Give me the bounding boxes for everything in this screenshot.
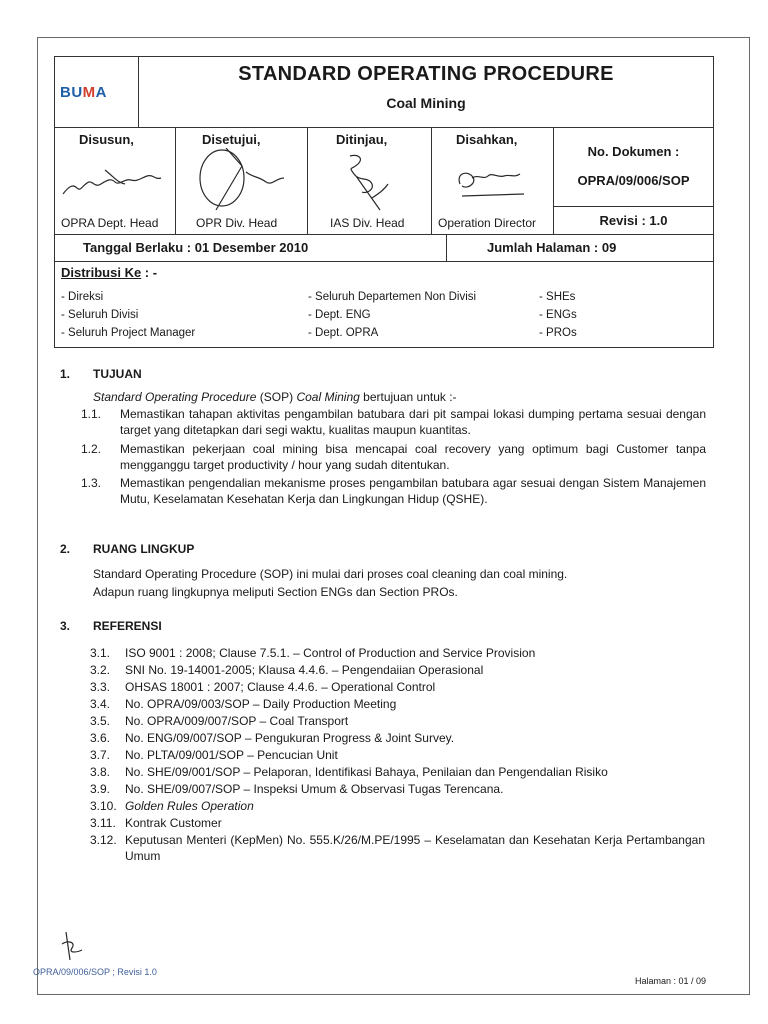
list-item: 3.10. Golden Rules Operation	[90, 799, 254, 813]
list-item: - Seluruh Project Manager	[61, 327, 196, 339]
document-title: STANDARD OPERATING PROCEDURE	[238, 63, 614, 85]
list-item: 3.4. No. OPRA/09/003/SOP – Daily Production Meeting	[90, 697, 397, 711]
list-item: - ENGs	[539, 309, 577, 321]
document-info-cell	[554, 128, 713, 234]
list-item: - Seluruh Divisi	[61, 309, 139, 321]
logo-cell	[55, 57, 139, 127]
list-item: 3.6. No. ENG/09/007/SOP – Pengukuran Progress & Joint Survey.	[90, 731, 455, 745]
title-cell	[139, 57, 713, 127]
signature-mark	[432, 148, 554, 218]
distribution-title: Distribusi Ke : -	[61, 265, 158, 280]
approval-title: Disahkan,	[456, 132, 518, 147]
approval-title: Disusun,	[79, 132, 134, 147]
section-intro: Standard Operating Procedure (SOP) Coal Mining bertujuan untuk :-	[93, 390, 457, 404]
approval-approved	[176, 128, 308, 234]
distribution-block	[55, 262, 713, 347]
document-revision: Revisi : 1.0	[599, 213, 668, 228]
signature-mark	[176, 148, 308, 218]
list-item: 3.12. Keputusan Menteri (KepMen) No. 555.K/26/M.PE/1995 – Keselamatan dan Kesehatan Kerja Pertambangan Umum	[90, 833, 705, 863]
distribution-list-3	[539, 288, 577, 342]
distribution-list-2	[308, 288, 476, 342]
approval-name: OPR Div. Head	[196, 216, 278, 230]
date-row	[55, 235, 713, 262]
approval-title: Disetujui,	[202, 132, 261, 147]
header-title-row	[55, 57, 713, 128]
approval-authorized	[432, 128, 554, 234]
list-item: 3.3. OHSAS 18001 : 2007; Clause 4.4.6. – Operational Control	[90, 680, 436, 694]
approval-name: OPRA Dept. Head	[61, 216, 159, 230]
section-heading: TUJUAN	[93, 367, 142, 381]
document-number: OPRA/09/006/SOP	[577, 173, 690, 188]
list-item: 3.8. No. SHE/09/001/SOP – Pelaporan, Identifikasi Bahaya, Penilaian dan Pengendalian Risiko	[90, 765, 608, 779]
buma-logo: BUMA	[60, 83, 108, 101]
list-item: - PROs	[539, 327, 577, 339]
section-line: Standard Operating Procedure (SOP) ini mulai dari proses coal cleaning dan coal mining.	[93, 567, 568, 581]
list-item: - SHEs	[539, 291, 576, 303]
document-number-label: No. Dokumen :	[587, 144, 680, 159]
list-item: 3.7. No. PLTA/09/001/SOP – Pencucian Unit	[90, 748, 338, 762]
section-heading: RUANG LINGKUP	[93, 542, 195, 556]
list-item: - Dept. ENG	[308, 309, 371, 321]
document-number-block	[554, 128, 713, 207]
list-item: 1.1. Memastikan tahapan aktivitas pengambilan batubara dari pit sampai lokasi dumping pertama sesuai dengan target yang ditetapkan dari segi waktu, kualitas maupun kuantitas.	[81, 407, 706, 437]
list-item: 3.11. Kontrak Customer	[90, 816, 222, 830]
footer-page-number: Halaman : 01 / 09	[634, 976, 706, 986]
list-item: - Direksi	[61, 291, 104, 303]
approval-name: IAS Div. Head	[330, 216, 405, 230]
list-item: 3.1. ISO 9001 : 2008; Clause 7.5.1. – Control of Production and Service Provision	[90, 646, 536, 660]
list-item: 3.5. No. OPRA/009/007/SOP – Coal Transport	[90, 714, 349, 728]
document-header	[54, 56, 714, 348]
approval-name: Operation Director	[438, 216, 537, 230]
section-number: 1.	[60, 367, 71, 381]
section-number: 3.	[60, 619, 71, 633]
approval-title: Ditinjau,	[336, 132, 388, 147]
reference-list	[90, 645, 705, 866]
initial-mark	[58, 930, 88, 964]
list-item: - Seluruh Departemen Non Divisi	[308, 291, 477, 303]
list-item: - Dept. OPRA	[308, 327, 379, 339]
signature-mark	[308, 148, 432, 218]
list-item: 3.2. SNI No. 19-14001-2005; Klausa 4.4.6. – Pengendaiian Operasional	[90, 663, 484, 677]
section-number: 2.	[60, 542, 71, 556]
approval-row	[55, 128, 713, 235]
list-item: 3.9. No. SHE/09/007/SOP – Inspeksi Umum & Observasi Tugas Terencana.	[90, 782, 504, 796]
approval-reviewed	[308, 128, 432, 234]
section-line: Adapun ruang lingkupnya meliputi Section ENGs dan Section PROs.	[93, 585, 458, 599]
effective-date: Tanggal Berlaku : 01 Desember 2010	[55, 235, 447, 261]
document-subtitle: Coal Mining	[386, 95, 466, 111]
section-heading: REFERENSI	[93, 619, 162, 633]
approval-prepared	[55, 128, 176, 234]
footer-doc-ref: OPRA/09/006/SOP ; Revisi 1.0	[33, 967, 157, 977]
signature-mark	[55, 148, 176, 208]
list-item: 1.2. Memastikan pekerjaan coal mining bisa mencapai coal recovery yang optimum bagi Customer tanpa mengganggu target productivity / hour yang sudah ditentukan.	[81, 442, 706, 472]
page-count: Jumlah Halaman : 09	[487, 240, 617, 255]
list-item: 1.3. Memastikan pengendalian mekanisme proses pengambilan batubara agar sesuai dengan Sistem Manajemen Mutu, Keselamatan Kesehatan Kerja dan Lingkungan Hidup (QSHE).	[81, 476, 706, 506]
distribution-list-1	[61, 288, 195, 342]
